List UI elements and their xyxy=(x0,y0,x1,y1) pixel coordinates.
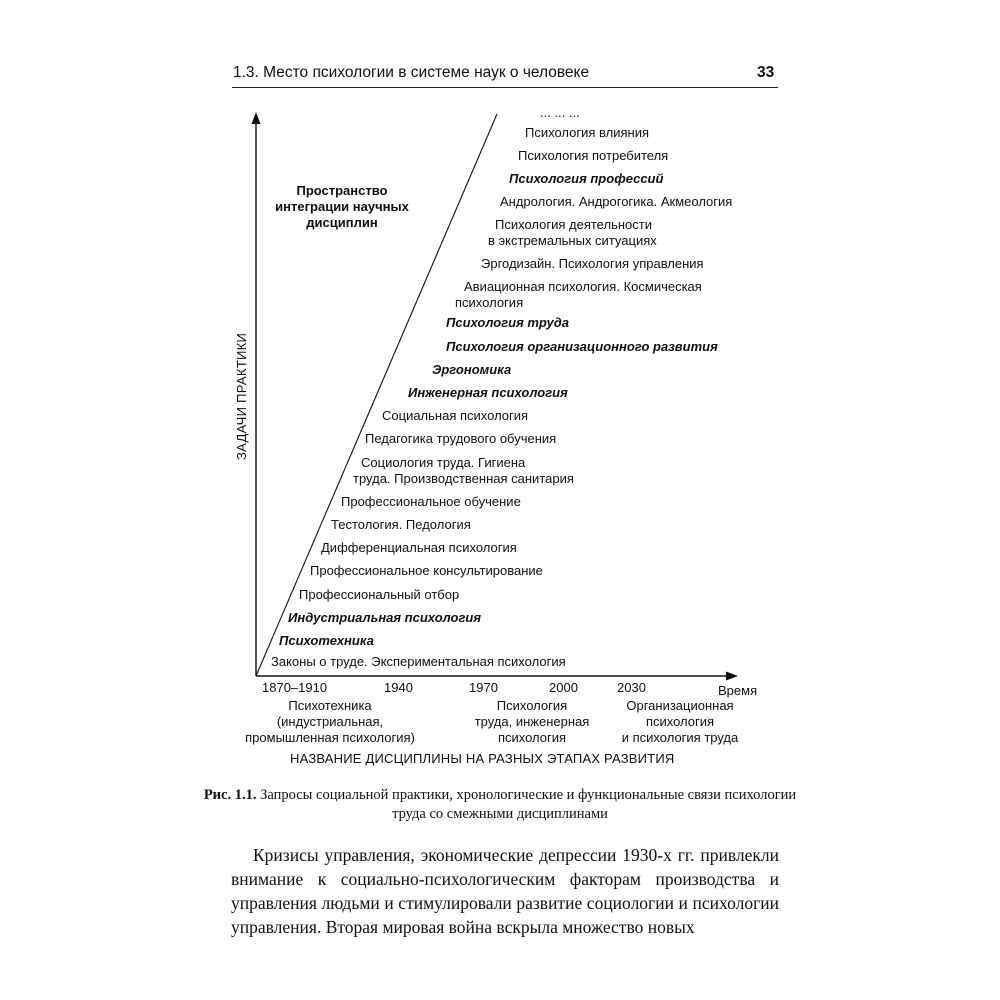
period-label-line: промышленная психология) xyxy=(245,730,415,745)
discipline-label: Законы о труде. Экспериментальная психология xyxy=(271,654,566,669)
x-axis-year: 1940 xyxy=(384,680,413,695)
body-paragraph: Кризисы управления, экономические депрессии 1930-х гг. привлекли внимание к социально-психологическим факторам производства и управления людьми и стимулировали развитие социологии и психологии управления. Вторая мировая война вскрыла множество новых xyxy=(231,845,779,937)
x-axis-year: 1970 xyxy=(469,680,498,695)
figure-caption xyxy=(200,786,800,824)
period-label-line: Организационная xyxy=(626,698,734,713)
discipline-label-key: Психология профессий xyxy=(509,171,664,186)
discipline-label: Эргодизайн. Психология управления xyxy=(481,256,704,271)
integration-space-label: Пространство интеграции научных дисциплин xyxy=(275,183,409,230)
discipline-label-line: в экстремальных ситуациях xyxy=(488,233,657,248)
period-label xyxy=(230,698,430,746)
discipline-label: Социальная психология xyxy=(382,408,529,423)
y-axis-label: ЗАДАЧИ ПРАКТИКИ xyxy=(234,332,249,460)
period-label-line: Психология xyxy=(496,698,568,713)
discipline-label xyxy=(488,217,657,249)
disciplines-ellipsis: ... ... ... xyxy=(540,105,580,120)
discipline-label-line: психология xyxy=(455,295,524,310)
discipline-label: Дифференциальная психология xyxy=(321,540,517,555)
x-axis-title: НАЗВАНИЕ ДИСЦИПЛИНЫ НА РАЗНЫХ ЭТАПАХ РАЗВИТИЯ xyxy=(290,751,675,766)
discipline-label: Педагогика трудового обучения xyxy=(365,431,557,446)
discipline-label-key: Эргономика xyxy=(432,362,512,377)
discipline-label-key: Психотехника xyxy=(279,633,374,648)
discipline-label: Психология потребителя xyxy=(518,148,669,163)
period-label xyxy=(460,698,604,746)
discipline-label-key: Индустриальная психология xyxy=(288,610,482,625)
running-header-title: 1.3. Место психологии в системе наук о человеке xyxy=(233,64,590,81)
figure-caption-text: Запросы социальной практики, хронологические и функциональные связи психологии труда со смежными дисциплинами xyxy=(256,787,797,822)
period-label-line: психология xyxy=(497,730,567,745)
discipline-label: Андрология. Андрогогика. Акмеология xyxy=(500,194,733,209)
discipline-label xyxy=(455,279,702,311)
discipline-label: Профессиональное консультирование xyxy=(310,563,543,578)
discipline-label xyxy=(353,455,574,487)
x-axis-year: 2030 xyxy=(617,680,646,695)
discipline-label-key: Инженерная психология xyxy=(408,385,568,400)
figure-caption-label: Рис. 1.1. xyxy=(203,787,257,803)
x-axis-arrow-icon xyxy=(726,672,738,681)
period-label xyxy=(608,698,752,746)
discipline-label: Профессиональное обучение xyxy=(341,494,521,509)
discipline-label-key: Психология организационного развития xyxy=(446,339,718,354)
period-label-line: труда, инженерная xyxy=(474,714,590,729)
y-axis-arrow-icon xyxy=(252,112,261,124)
discipline-label-line: Социология труда. Гигиена xyxy=(361,455,526,470)
discipline-label-line: труда. Производственная санитария xyxy=(353,471,574,486)
discipline-label: Профессиональный отбор xyxy=(299,587,460,602)
discipline-label-line: Психология деятельности xyxy=(495,217,652,232)
page-number: 33 xyxy=(757,64,775,81)
x-axis-year: 2000 xyxy=(549,680,578,695)
x-axis-end-label: Время xyxy=(718,683,758,698)
discipline-label: Психология влияния xyxy=(525,125,649,140)
discipline-label-key: Психология труда xyxy=(446,315,570,330)
period-label-line: Психотехника xyxy=(288,698,372,713)
period-label-line: психология xyxy=(645,714,715,729)
x-axis-year: 1870–1910 xyxy=(262,680,328,695)
period-label-line: (индустриальная, xyxy=(276,714,384,729)
period-label-line: и психология труда xyxy=(621,730,739,745)
discipline-label-line: Авиационная психология. Космическая xyxy=(464,279,702,294)
discipline-label: Тестология. Педология xyxy=(331,517,471,532)
